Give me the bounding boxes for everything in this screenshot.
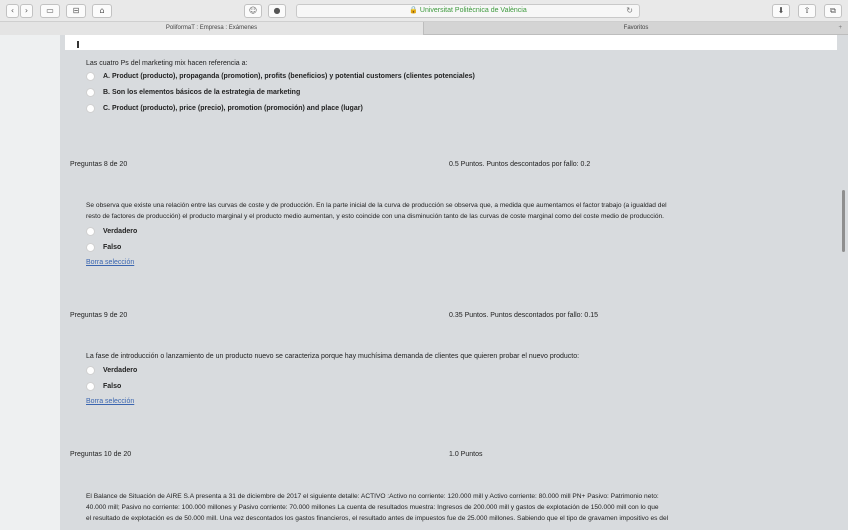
sidebar-toggle-icon[interactable]: ▭ (40, 4, 60, 18)
forward-button[interactable]: › (20, 4, 33, 18)
q10-text-line: 40.000 mill; Pasivo no corriente: 100.000 millones y Pasivo corriente: 70.000 millones La cuenta de resultados muestra: Ingresos de 200.000 mill y gastos de explotación de 150.000 mill con lo que (86, 504, 659, 511)
q8-clear-selection-link[interactable]: Borra selección (86, 259, 135, 266)
share-icon[interactable]: ⇧ (798, 4, 816, 18)
q8-text-line: resto de factores de producción) el producto marginal y el producto medio aumentan, y esto coincide con una disminución tanto de las curvas de coste marginal como del coste medio de producción. (86, 213, 665, 220)
option-label: A. Product (producto), propaganda (promotion), profits (beneficios) y potential customers (clientes potenciales) (103, 73, 475, 80)
tab-favorites-label: Favoritos (623, 25, 649, 31)
card-marker (77, 41, 79, 48)
radio-button[interactable] (86, 88, 95, 97)
q10-header: Preguntas 10 de 20 (70, 451, 132, 458)
download-icon[interactable]: ⬇ (772, 4, 790, 18)
tab-bar (0, 22, 848, 35)
option-label: B. Son los elementos básicos de la estrategia de marketing (103, 89, 301, 96)
extension-icon[interactable]: ● (268, 4, 286, 18)
q8-header: Preguntas 8 de 20 (70, 161, 128, 168)
page-scrollbar[interactable] (842, 190, 845, 252)
option-label: Verdadero (103, 367, 138, 374)
url-text: Universitat Politècnica de València (419, 7, 527, 14)
q8-points: 0.5 Puntos. Puntos descontados por fallo: 0.2 (449, 161, 591, 168)
q8-text-line: Se observa que existe una relación entre las curvas de coste y de producción. En la parte inicial de la curva de producción se observa que, a medida que aumentamos el factor trabajo (a igualdad del (86, 202, 667, 209)
q9-header: Preguntas 9 de 20 (70, 312, 128, 319)
option-label: Falso (103, 244, 122, 251)
browser-toolbar (0, 0, 848, 22)
left-pane (0, 35, 60, 530)
option-label: Falso (103, 383, 122, 390)
q9-clear-selection-link[interactable]: Borra selección (86, 398, 135, 405)
tab-favorites[interactable] (424, 22, 848, 35)
option-label: Verdadero (103, 228, 138, 235)
home-icon[interactable]: ⌂ (92, 4, 112, 18)
reload-icon[interactable]: ↻ (626, 6, 633, 15)
address-bar[interactable] (296, 4, 640, 18)
radio-button[interactable] (86, 243, 95, 252)
radio-button[interactable] (86, 382, 95, 391)
tab-exams[interactable] (0, 22, 424, 35)
radio-button[interactable] (86, 72, 95, 81)
reader-icon[interactable]: ⊟ (66, 4, 86, 18)
q10-points: 1.0 Puntos (449, 451, 483, 458)
radio-button[interactable] (86, 227, 95, 236)
tab-exams-label: PoliformaT : Empresa : Exámenes (165, 25, 258, 31)
radio-button[interactable] (86, 366, 95, 375)
new-tab-icon[interactable]: + (838, 25, 842, 31)
q10-text-line: El Balance de Situación de AIRE S.A presenta a 31 de diciembre de 2017 el siguiente detalle: ACTIVO :Activo no corriente: 120.000 mill y Activo corriente: 80.000 mill PN+ Pasivo: Patrimonio neto: (86, 493, 659, 500)
content-card-top (65, 35, 837, 50)
back-button[interactable]: ‹ (6, 4, 19, 18)
radio-button[interactable] (86, 104, 95, 113)
q10-text (86, 491, 786, 524)
privacy-icon[interactable]: ☺ (244, 4, 262, 18)
option-label: C. Product (producto), price (precio), promotion (promoción) and place (lugar) (103, 105, 363, 112)
lock-icon: 🔒 (409, 7, 418, 14)
tabs-overview-icon[interactable]: ⧉ (824, 4, 842, 18)
q9-text: La fase de introducción o lanzamiento de un producto nuevo se caracteriza porque hay muchísima demanda de clientes que quieren probar el nuevo producto: (86, 353, 580, 360)
q10-text-line: el resultado de explotación es de 50.000 mill. Una vez descontados los gastos financieros, el resultado antes de impuestos fue de 25.000 millones. Sabiendo que el tipo de gravamen impositivo es del (86, 515, 669, 522)
q7-prompt: Las cuatro Ps del marketing mix hacen referencia a: (86, 60, 248, 67)
q8-text (86, 200, 786, 222)
q9-points: 0.35 Puntos. Puntos descontados por fallo: 0.15 (449, 312, 599, 319)
